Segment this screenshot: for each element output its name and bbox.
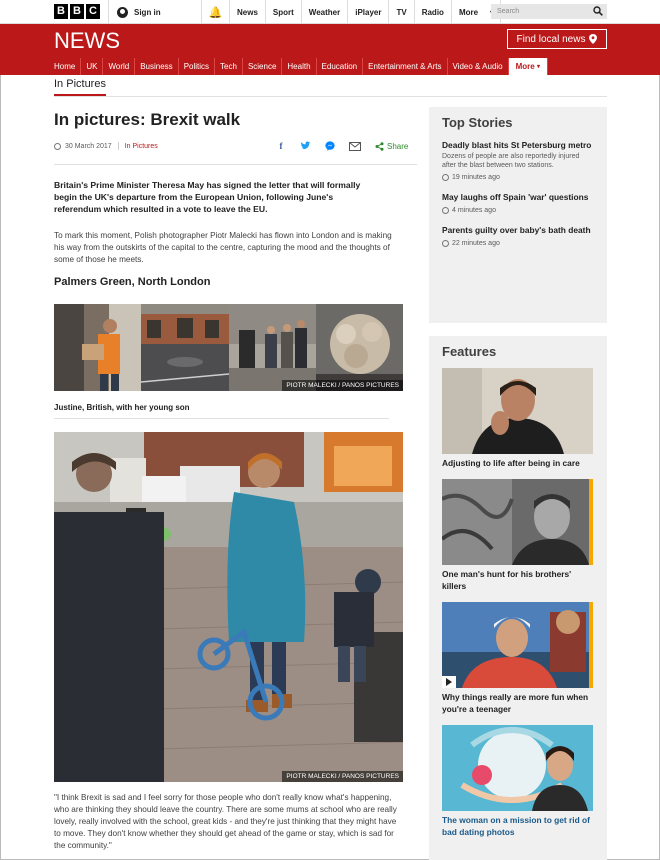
chevron-down-icon: ▾ xyxy=(536,64,540,70)
section-title[interactable]: In Pictures xyxy=(54,78,106,97)
feature-image xyxy=(442,368,593,454)
section-more-label: More xyxy=(515,62,535,71)
bbc-logo-letter: B xyxy=(70,4,84,19)
share-button[interactable] xyxy=(375,142,408,151)
signin-label: Sign in xyxy=(134,7,161,17)
section-science[interactable]: Science xyxy=(243,58,282,75)
divider xyxy=(54,418,389,419)
feature-image xyxy=(442,479,593,565)
bbc-logo[interactable] xyxy=(54,4,100,19)
story-item[interactable] xyxy=(442,224,594,247)
find-local-news-button[interactable] xyxy=(507,29,607,49)
feature-image xyxy=(442,602,593,688)
find-local-label: Find local news xyxy=(516,33,586,45)
feature-title[interactable]: Why things really are more fun when you're a teenager xyxy=(442,692,589,714)
divider xyxy=(54,96,607,97)
features-panel xyxy=(429,336,607,860)
photo-credit: PIOTR MALECKI / PANOS PICTURES xyxy=(282,771,403,782)
email-icon[interactable] xyxy=(349,142,361,151)
feature-item[interactable] xyxy=(442,479,594,592)
story-time-label: 4 minutes ago xyxy=(452,207,496,214)
photo-caption: Justine, British, with her young son xyxy=(54,403,190,412)
feature-item[interactable] xyxy=(442,602,594,715)
bbc-logo-letter: C xyxy=(86,4,100,19)
section-more[interactable] xyxy=(509,58,548,75)
nav-more-label: More xyxy=(458,7,479,17)
photo-strip[interactable] xyxy=(54,304,403,391)
news-logo[interactable]: NEWS xyxy=(54,28,120,53)
photo-quote: "I think Brexit is sad and I feel sorry for those people who don't really know what's happening, who are thinking they should leave the country. There are some mums at school who are really lovely, really involved with the school, great kids - and they're just thinking that they might have to move. They don't know whether they should get ahead of the game or stay, which is sad for the community." xyxy=(54,793,397,850)
feature-title[interactable]: The woman on a mission to get rid of bad dating photos xyxy=(442,815,590,837)
nav-weather[interactable]: Weather xyxy=(302,0,348,24)
search-icon[interactable] xyxy=(593,6,603,16)
story-time xyxy=(442,174,594,181)
section-nav xyxy=(54,58,548,75)
section-health[interactable]: Health xyxy=(282,58,316,75)
story-time-label: 19 minutes ago xyxy=(452,174,500,181)
section-video-audio[interactable]: Video & Audio xyxy=(448,58,509,75)
story-title[interactable]: Deadly blast hits St Petersburg metro xyxy=(442,140,592,150)
feature-item[interactable] xyxy=(442,725,594,838)
story-time-label: 22 minutes ago xyxy=(452,240,500,247)
play-icon[interactable] xyxy=(442,676,456,688)
twitter-icon[interactable] xyxy=(300,141,311,151)
story-title[interactable]: Parents guilty over baby's bath death xyxy=(442,225,591,235)
article-paragraph: To mark this moment, Polish photographer Piotr Malecki has flown into London and is making his way from the outskirts of the capital to the centre, capturing the mood and the thoughts of some of those he meets. xyxy=(54,231,392,264)
story-summary: Dozens of people are also reportedly injured after the blast between two stations. xyxy=(442,153,580,169)
article-subheading: Palmers Green, North London xyxy=(54,276,211,288)
story-time xyxy=(442,207,594,214)
nav-news[interactable]: News xyxy=(230,0,266,24)
share-tools xyxy=(276,141,408,151)
story-title[interactable]: May laughs off Spain 'war' questions xyxy=(442,192,589,202)
clock-icon xyxy=(54,143,61,150)
share-label: Share xyxy=(387,141,409,151)
global-topbar xyxy=(0,0,660,24)
article-date: 30 March 2017 xyxy=(65,142,112,150)
article-intro: Britain's Prime Minister Theresa May has signed the letter that will formally begin the UK's departure from the European Union, following June's referendum which resulted in a vote to leave the EU. xyxy=(54,180,361,214)
photo-credit: PIOTR MALECKI / PANOS PICTURES xyxy=(282,380,403,391)
section-business[interactable]: Business xyxy=(135,58,178,75)
signin-button[interactable] xyxy=(108,0,202,24)
section-entertainment[interactable]: Entertainment & Arts xyxy=(363,58,447,75)
feature-title[interactable]: One man's hunt for his brothers' killers xyxy=(442,569,572,591)
article-category-link[interactable]: In Pictures xyxy=(124,142,158,150)
section-tech[interactable]: Tech xyxy=(215,58,243,75)
bbc-logo-letter: B xyxy=(54,4,68,19)
share-icon xyxy=(375,142,384,151)
story-time xyxy=(442,240,594,247)
main-photo[interactable] xyxy=(54,432,403,782)
divider xyxy=(118,142,119,150)
features-heading: Features xyxy=(442,344,497,359)
clock-icon xyxy=(442,240,449,247)
photo-pedestrians xyxy=(229,304,316,391)
nav-iplayer[interactable]: iPlayer xyxy=(348,0,389,24)
photo-courier xyxy=(54,304,141,391)
messenger-icon[interactable] xyxy=(325,141,335,151)
photo-street xyxy=(141,304,228,391)
top-stories-panel xyxy=(429,107,607,323)
clock-icon xyxy=(442,207,449,214)
location-pin-icon xyxy=(589,34,597,44)
feature-item[interactable] xyxy=(442,368,594,469)
section-politics[interactable]: Politics xyxy=(179,58,215,75)
feature-image xyxy=(442,725,593,811)
nav-radio[interactable]: Radio xyxy=(415,0,452,24)
page-title: In pictures: Brexit walk xyxy=(54,110,241,129)
nav-tv[interactable]: TV xyxy=(389,0,414,24)
article-meta xyxy=(54,142,158,150)
feature-title[interactable]: Adjusting to life after being in care xyxy=(442,458,580,468)
section-world[interactable]: World xyxy=(103,58,135,75)
photo-curly-hair xyxy=(316,304,403,391)
search-input[interactable] xyxy=(491,4,607,19)
section-home[interactable]: Home xyxy=(54,58,81,75)
section-uk[interactable]: UK xyxy=(81,58,103,75)
clock-icon xyxy=(442,174,449,181)
story-item[interactable] xyxy=(442,191,594,214)
facebook-icon[interactable]: f xyxy=(279,141,283,151)
divider xyxy=(54,164,417,165)
nav-sport[interactable]: Sport xyxy=(266,0,302,24)
user-icon xyxy=(117,7,128,18)
bell-icon[interactable]: 🔔 xyxy=(202,0,230,24)
story-item[interactable] xyxy=(442,139,594,181)
news-banner xyxy=(0,24,660,75)
search-placeholder: Search xyxy=(497,8,520,15)
top-stories-heading: Top Stories xyxy=(442,115,513,130)
global-nav xyxy=(230,0,501,24)
section-education[interactable]: Education xyxy=(317,58,364,75)
